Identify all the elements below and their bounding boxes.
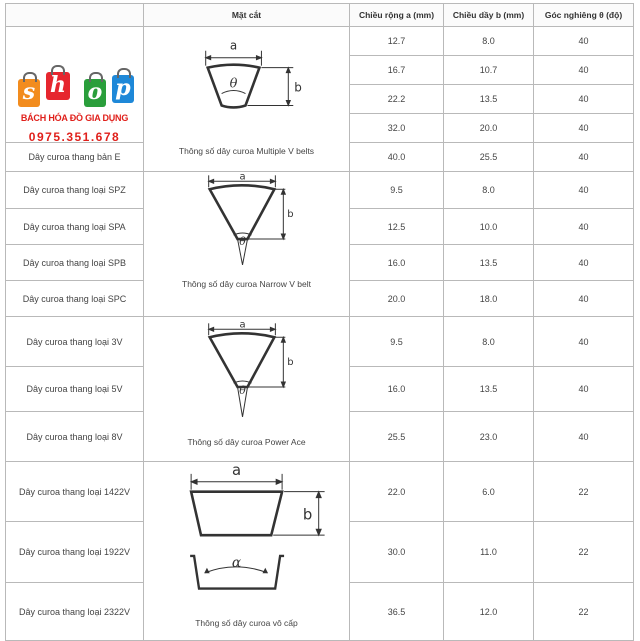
cell-width: 30.0 bbox=[350, 522, 444, 583]
cell-width: 36.5 bbox=[350, 583, 444, 641]
cell-name: Dây curoa thang loại SPB bbox=[6, 245, 144, 281]
label-a: a bbox=[239, 319, 246, 331]
cell-angle: 40 bbox=[534, 209, 634, 245]
cell-name: Dây curoa thang loại 5V bbox=[6, 367, 144, 412]
logo-bag-h: h bbox=[46, 72, 70, 100]
cell-width: 22.0 bbox=[350, 462, 444, 522]
cell-name: Dây curoa thang loại 2322V bbox=[6, 583, 144, 641]
cell-thickness: 10.7 bbox=[444, 56, 534, 85]
cell-thickness: 8.0 bbox=[444, 27, 534, 56]
cell-angle: 40 bbox=[534, 281, 634, 317]
logo-bag-o: o bbox=[84, 79, 106, 107]
section-narrow-v bbox=[144, 172, 350, 317]
label-b: b bbox=[287, 357, 294, 369]
cell-thickness: 6.0 bbox=[444, 462, 534, 522]
cell-width: 40.0 bbox=[350, 143, 444, 172]
table-row bbox=[6, 462, 634, 522]
shop-phone: 0975.351.678 bbox=[28, 130, 121, 144]
logo-bag-p: p bbox=[112, 75, 134, 103]
cell-name: Dây curoa thang loại 1422V bbox=[6, 462, 144, 522]
cell-thickness: 18.0 bbox=[444, 281, 534, 317]
header-width: Chiều rộng a (mm) bbox=[350, 4, 444, 27]
cell-thickness: 10.0 bbox=[444, 209, 534, 245]
cell-name: Dây curoa thang bản E bbox=[6, 143, 144, 172]
cell-name: Dây curoa thang loại 8V bbox=[6, 412, 144, 462]
cell-angle: 40 bbox=[534, 245, 634, 281]
cell-angle: 40 bbox=[534, 317, 634, 367]
cell-width: 12.7 bbox=[350, 27, 444, 56]
belt-spec-table bbox=[5, 3, 634, 641]
cell-width: 22.2 bbox=[350, 85, 444, 114]
label-a: a bbox=[229, 38, 238, 53]
table-row bbox=[6, 172, 634, 209]
label-b: b bbox=[287, 209, 294, 221]
cell-angle: 40 bbox=[534, 114, 634, 143]
table-row bbox=[6, 27, 634, 56]
header-name bbox=[6, 4, 144, 27]
cell-thickness: 8.0 bbox=[444, 172, 534, 209]
cell-angle: 40 bbox=[534, 367, 634, 412]
cell-width: 9.5 bbox=[350, 172, 444, 209]
cell-name: Dây curoa thang loại SPZ bbox=[6, 172, 144, 209]
cell-angle: 40 bbox=[534, 143, 634, 172]
cell-width: 12.5 bbox=[350, 209, 444, 245]
caption-narrow-v: Thông số dây curoa Narrow V belt bbox=[182, 279, 311, 289]
header-row bbox=[6, 4, 634, 27]
cell-width: 16.7 bbox=[350, 56, 444, 85]
cell-thickness: 13.5 bbox=[444, 245, 534, 281]
label-alpha: α bbox=[231, 554, 242, 571]
caption-power-ace: Thông số dây curoa Power Ace bbox=[187, 437, 306, 447]
cell-width: 9.5 bbox=[350, 317, 444, 367]
cell-width: 16.0 bbox=[350, 245, 444, 281]
section-variable-speed bbox=[144, 462, 350, 641]
variable-speed-diagram bbox=[144, 462, 349, 640]
cell-thickness: 12.0 bbox=[444, 583, 534, 641]
cell-angle: 40 bbox=[534, 172, 634, 209]
cell-name: Dây curoa thang loại SPA bbox=[6, 209, 144, 245]
cell-thickness: 23.0 bbox=[444, 412, 534, 462]
cell-width: 32.0 bbox=[350, 114, 444, 143]
label-a: a bbox=[239, 172, 246, 183]
cell-angle: 40 bbox=[534, 56, 634, 85]
header-section: Mặt cắt bbox=[144, 4, 350, 27]
caption-multiple-v: Thông số dây curoa Multiple V belts bbox=[178, 146, 315, 156]
label-b: b bbox=[302, 506, 313, 524]
label-theta: θ bbox=[239, 234, 246, 248]
logo-bag-s: s bbox=[18, 79, 40, 107]
cell-name: Dây curoa thang loại 3V bbox=[6, 317, 144, 367]
shop-logo-cell bbox=[6, 27, 144, 143]
header-angle: Góc nghiêng θ (độ) bbox=[534, 4, 634, 27]
label-theta: θ bbox=[239, 383, 246, 397]
cell-thickness: 25.5 bbox=[444, 143, 534, 172]
cell-width: 20.0 bbox=[350, 281, 444, 317]
cell-thickness: 11.0 bbox=[444, 522, 534, 583]
section-power-ace bbox=[144, 317, 350, 462]
cell-thickness: 13.5 bbox=[444, 367, 534, 412]
shop-subtitle: BÁCH HÓA ĐỒ GIA DỤNG bbox=[20, 113, 129, 123]
cell-name: Dây curoa thang loại 1922V bbox=[6, 522, 144, 583]
label-a: a bbox=[232, 462, 242, 479]
header-thickness: Chiều dầy b (mm) bbox=[444, 4, 534, 27]
cell-angle: 40 bbox=[534, 412, 634, 462]
cell-angle: 40 bbox=[534, 27, 634, 56]
shop-logo bbox=[6, 27, 143, 142]
cell-thickness: 13.5 bbox=[444, 85, 534, 114]
cell-width: 16.0 bbox=[350, 367, 444, 412]
caption-variable-speed: Thông số dây curoa vô cấp bbox=[195, 618, 298, 628]
cell-thickness: 8.0 bbox=[444, 317, 534, 367]
cell-angle: 22 bbox=[534, 462, 634, 522]
label-b: b bbox=[294, 80, 302, 95]
cell-thickness: 20.0 bbox=[444, 114, 534, 143]
table-row bbox=[6, 317, 634, 367]
cell-angle: 40 bbox=[534, 85, 634, 114]
section-multiple-v bbox=[144, 27, 350, 172]
cell-angle: 22 bbox=[534, 522, 634, 583]
cell-angle: 22 bbox=[534, 583, 634, 641]
cell-width: 25.5 bbox=[350, 412, 444, 462]
narrow-v-diagram bbox=[144, 172, 349, 316]
label-theta: θ bbox=[229, 76, 238, 92]
cell-name: Dây curoa thang loại SPC bbox=[6, 281, 144, 317]
